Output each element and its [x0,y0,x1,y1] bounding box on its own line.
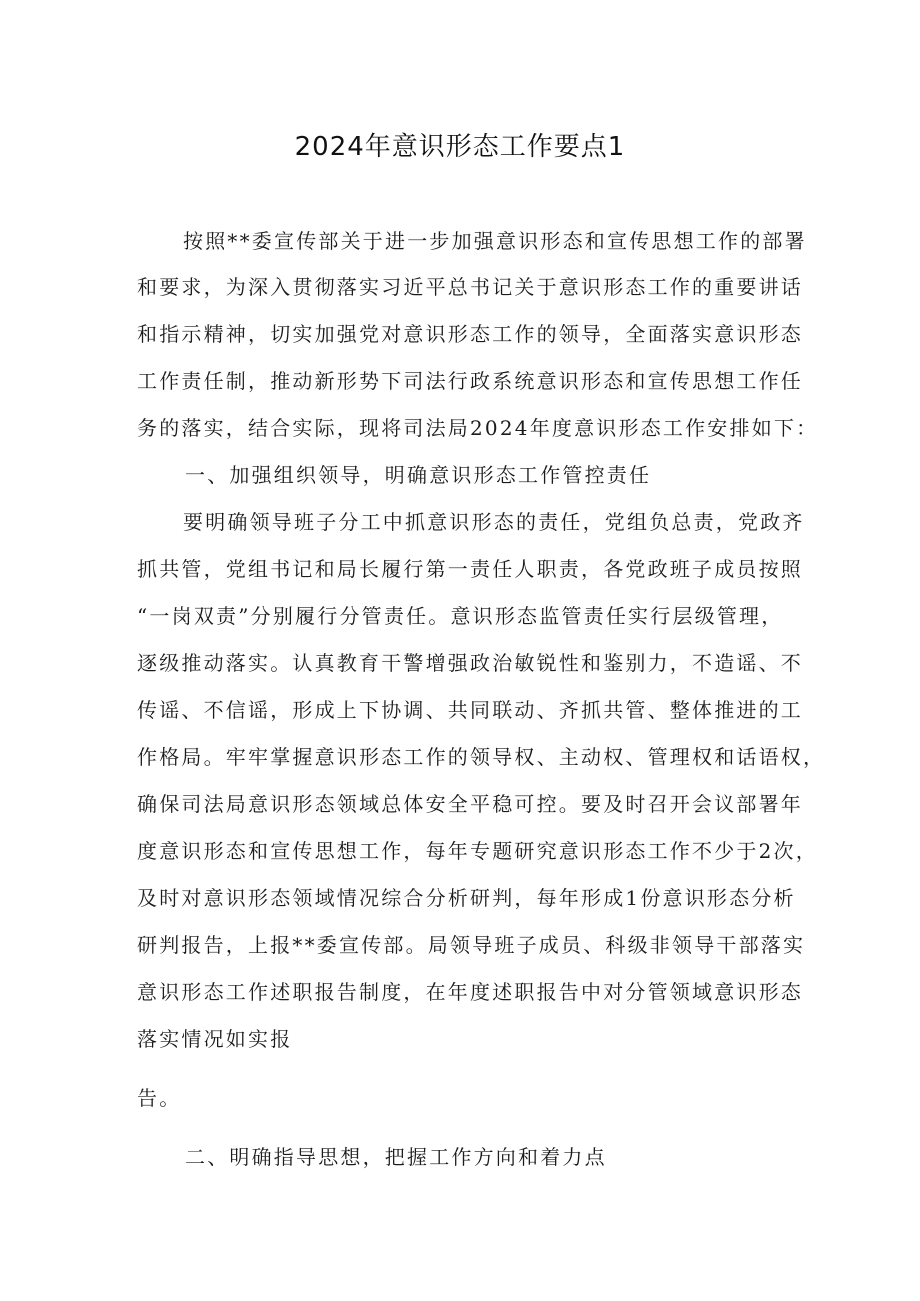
paragraph-2-line-13: 告。 [137,1086,182,1110]
paragraph-2-line-12: 落实情况如实报 [137,1027,293,1051]
paragraph-2-line-5: 传谣、不信谣，形成上下协调、共同联动、齐抓共管、整体推进的工 [137,698,803,722]
paragraph-2-line-2: 抓共管，党组书记和局长履行第一责任人职责，各党政班子成员按照 [137,557,803,581]
paragraph-2-line-4: 逐级推动落实。认真教育干警增强政治敏锐性和鉴别力，不造谣、不 [137,651,803,675]
document-title: 2024年意识形态工作要点1 [294,132,626,162]
paragraph-1-line-2: 和要求，为深入贯彻落实习近平总书记关于意识形态工作的重要讲话 [137,275,803,299]
paragraph-1-line-1: 按照**委宣传部关于进一步加强意识形态和宣传思想工作的部署 [183,229,807,253]
paragraph-2-line-11: 意识形态工作述职报告制度，在年度述职报告中对分管领域意识形态 [137,980,803,1004]
paragraph-2-line-8: 度意识形态和宣传思想工作，每年专题研究意识形态工作不少于2次， [137,839,818,863]
paragraph-2-line-10: 研判报告，上报**委宣传部。局领导班子成员、科级非领导干部落实 [137,933,806,957]
paragraph-2-line-7: 确保司法局意识形态领域总体安全平稳可控。要及时召开会议部署年 [137,792,803,816]
paragraph-2-line-9: 及时对意识形态领域情况综合分析研判，每年形成1份意识形态分析 [137,886,796,910]
paragraph-2-line-6: 作格局。牢牢掌握意识形态工作的领导权、主动权、管理权和话语权， [137,745,826,769]
paragraph-2-line-1: 要明确领导班子分工中抓意识形态的责任，党组负总责，党政齐 [183,510,805,534]
paragraph-1-line-5: 务的落实，结合实际，现将司法局2024年度意识形态工作安排如下： [137,416,819,440]
paragraph-1-line-3: 和指示精神，切实加强党对意识形态工作的领导，全面落实意识形态 [137,322,803,346]
paragraph-1-line-4: 工作责任制，推动新形势下司法行政系统意识形态和宣传思想工作任 [137,369,803,393]
section-heading-2: 二、明确指导思想，把握工作方向和着力点 [185,1145,607,1169]
paragraph-2-line-3: “一岗双责”分别履行分管责任。意识形态监管责任实行层级管理， [137,604,784,628]
section-heading-1: 一、加强组织领导，明确意识形态工作管控责任 [185,463,652,487]
